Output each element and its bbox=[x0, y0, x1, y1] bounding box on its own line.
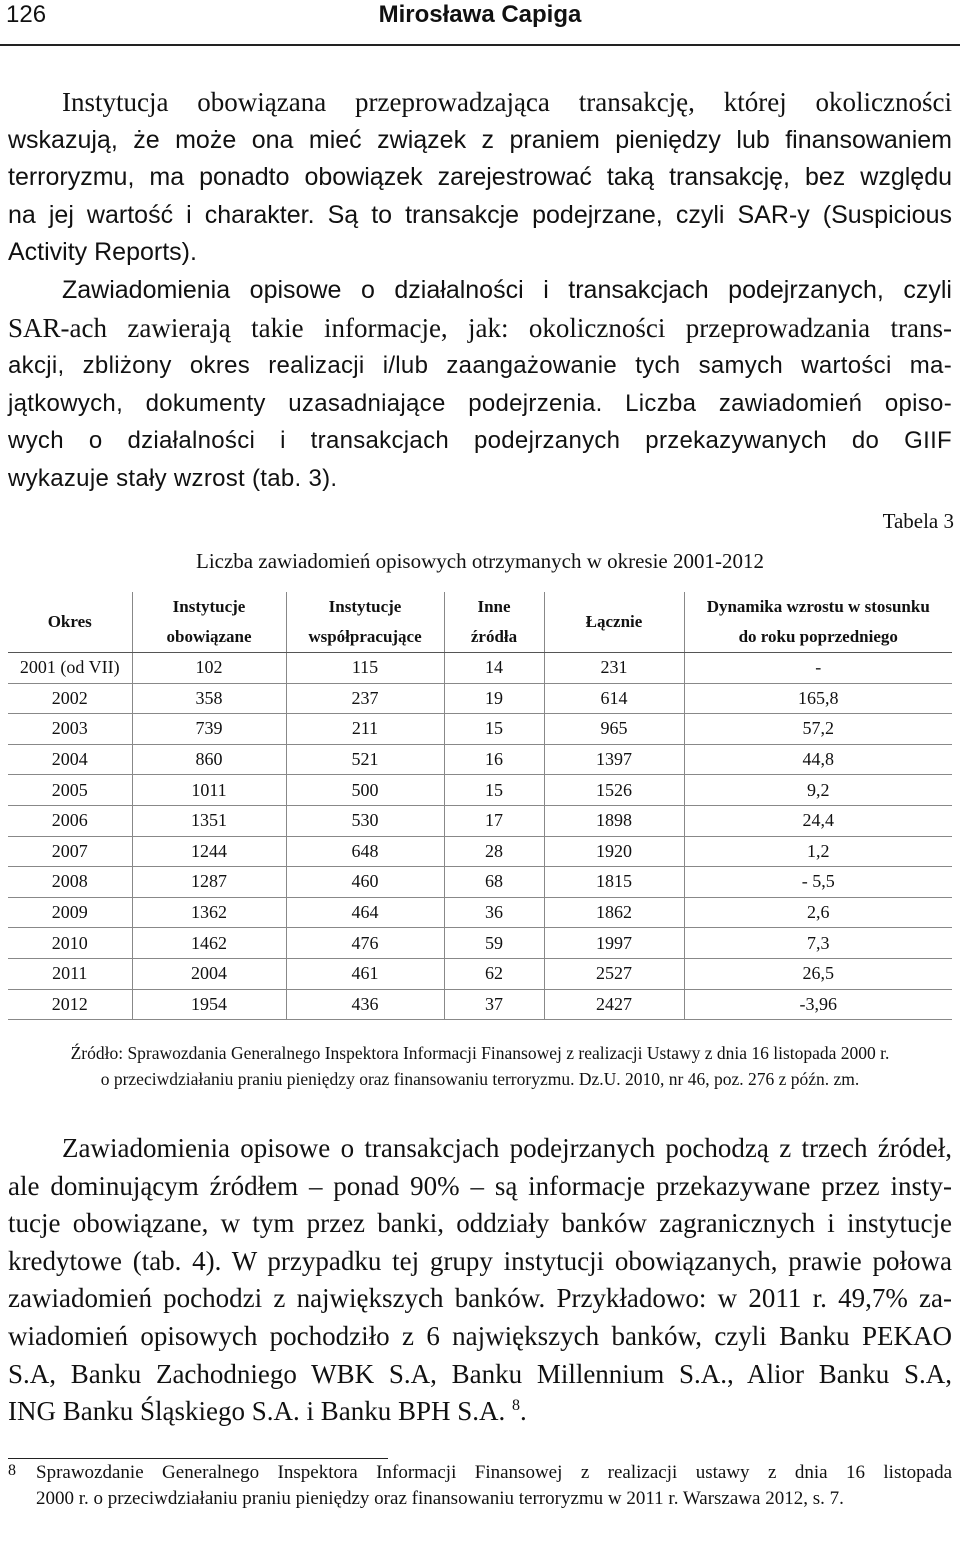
table-cell: 17 bbox=[444, 805, 544, 836]
table-cell: 436 bbox=[286, 989, 444, 1020]
table-cell: 1244 bbox=[132, 836, 286, 867]
table-cell: 19 bbox=[444, 683, 544, 714]
footnote-line: 2000 r. o przeciwdziałaniu praniu pieniędzy oraz finansowaniu terroryzmu w 2011 r. Warszawa 2012, s. 7. bbox=[36, 1488, 844, 1509]
table-cell: 115 bbox=[286, 653, 444, 684]
running-head-author: Mirosława Capiga bbox=[378, 1, 582, 28]
sentence-end: . bbox=[520, 1396, 527, 1427]
table-cell: 28 bbox=[444, 836, 544, 867]
footnote-divider bbox=[8, 1458, 388, 1459]
table-cell: 59 bbox=[444, 928, 544, 959]
table-source-note bbox=[8, 1040, 952, 1092]
table-label: Tabela 3 bbox=[882, 509, 954, 533]
table-cell: 1526 bbox=[544, 775, 684, 806]
table-cell: 165,8 bbox=[684, 683, 952, 714]
table-cell: 500 bbox=[286, 775, 444, 806]
table-cell: 476 bbox=[286, 928, 444, 959]
text-line: zawiadomień pochodzi z największych banków. Przykładowo: w 2011 r. 49,7% za- bbox=[8, 1283, 952, 1314]
paragraph-2 bbox=[8, 272, 952, 498]
source-line: o przeciwdziałaniu praniu pieniędzy oraz finansowaniu terroryzmu. Dz.U. 2010, nr 46, poz. 276 z późn. zm. bbox=[100, 1069, 860, 1089]
page-header bbox=[0, 0, 960, 46]
table-cell: 57,2 bbox=[684, 714, 952, 745]
table-cell: 16 bbox=[444, 744, 544, 775]
table-cell: 211 bbox=[286, 714, 444, 745]
table-cell: 14 bbox=[444, 653, 544, 684]
text-fragment: ING Banku Śląskiego S.A. i Banku BPH S.A. bbox=[8, 1396, 506, 1427]
table-cell: 2004 bbox=[8, 744, 132, 775]
text-line: Instytucja obowiązana przeprowadzająca transakcję, której okoliczności bbox=[62, 87, 952, 117]
table-cell: 1462 bbox=[132, 928, 286, 959]
table-cell: 464 bbox=[286, 897, 444, 928]
text-line: ale dominującym źródłem – ponad 90% – są informacje przekazywane przez insty- bbox=[8, 1170, 952, 1201]
table-cell: 102 bbox=[132, 653, 286, 684]
footnote-text bbox=[36, 1460, 952, 1512]
table-cell: 1011 bbox=[132, 775, 286, 806]
table-cell: 2003 bbox=[8, 714, 132, 745]
column-header: Inne źródła bbox=[444, 592, 544, 653]
table-cell: 9,2 bbox=[684, 775, 952, 806]
table-cell: 44,8 bbox=[684, 744, 952, 775]
table-row bbox=[8, 775, 952, 806]
table-cell: 15 bbox=[444, 775, 544, 806]
table-cell: 2001 (od VII) bbox=[8, 653, 132, 684]
text-line: jątkowych, dokumenty uzasadniające podejrzenia. Liczba zawiadomień opiso- bbox=[8, 389, 952, 417]
table-cell: 37 bbox=[444, 989, 544, 1020]
table-cell: 965 bbox=[544, 714, 684, 745]
text-line: wiadomień opisowych pochodziło z 6 największych banków, czyli Banku PEKAO bbox=[8, 1320, 952, 1351]
text-line: S.A, Banku Zachodniego WBK S.A, Banku Millennium S.A., Alior Banku S.A, bbox=[8, 1358, 952, 1389]
footnote-line: Sprawozdanie Generalnego Inspektora Informacji Finansowej z realizacji ustawy z dnia 16 listopada bbox=[36, 1462, 952, 1483]
table-cell: 648 bbox=[286, 836, 444, 867]
table-row bbox=[8, 805, 952, 836]
text-line: tucje obowiązane, w tym przez banki, oddziały banków zagranicznych i instytucje bbox=[8, 1208, 952, 1239]
table-cell: 68 bbox=[444, 867, 544, 898]
footnote-number: 8 bbox=[8, 1462, 16, 1479]
table-cell: 1815 bbox=[544, 867, 684, 898]
table-row bbox=[8, 714, 952, 745]
table-cell: 2,6 bbox=[684, 897, 952, 928]
table-row bbox=[8, 897, 952, 928]
data-table bbox=[8, 592, 952, 1020]
table-row bbox=[8, 683, 952, 714]
table-cell: 1954 bbox=[132, 989, 286, 1020]
table-cell: 739 bbox=[132, 714, 286, 745]
table-cell: 2004 bbox=[132, 958, 286, 989]
table-cell: 1997 bbox=[544, 928, 684, 959]
table-row bbox=[8, 928, 952, 959]
table-cell: 1920 bbox=[544, 836, 684, 867]
table-cell: 1287 bbox=[132, 867, 286, 898]
text-line: terroryzmu, ma ponadto obowiązek zarejestrować taką transakcję, bez względu bbox=[8, 163, 952, 192]
text-line: Activity Reports). bbox=[8, 238, 197, 267]
table-cell: 460 bbox=[286, 867, 444, 898]
text-line: SAR-ach zawierają takie informacje, jak: okoliczności przeprowadzania trans- bbox=[8, 312, 952, 343]
table-cell: - 5,5 bbox=[684, 867, 952, 898]
table-cell: 26,5 bbox=[684, 958, 952, 989]
table-cell: 2427 bbox=[544, 989, 684, 1020]
table-cell: 2008 bbox=[8, 867, 132, 898]
table-cell: 2005 bbox=[8, 775, 132, 806]
table-cell: - bbox=[684, 653, 952, 684]
text-line: wykazuje stały wzrost (tab. 3). bbox=[8, 464, 338, 492]
table-row bbox=[8, 989, 952, 1020]
text-line: wych o działalności i transakcjach podejrzanych przekazywanych do GIIF bbox=[8, 427, 952, 455]
table-body bbox=[8, 653, 952, 1020]
table-cell: 2012 bbox=[8, 989, 132, 1020]
table-cell: 2002 bbox=[8, 683, 132, 714]
table-row bbox=[8, 653, 952, 684]
paragraph-3 bbox=[8, 1130, 952, 1431]
table-cell: -3,96 bbox=[684, 989, 952, 1020]
table-cell: 860 bbox=[132, 744, 286, 775]
footnote-reference[interactable]: 8 bbox=[512, 1397, 521, 1415]
table-cell: 521 bbox=[286, 744, 444, 775]
table-cell: 1898 bbox=[544, 805, 684, 836]
table-cell: 2010 bbox=[8, 928, 132, 959]
text-line: na jej wartość i charakter. Są to transakcje podejrzane, czyli SAR-y (Suspicious bbox=[8, 200, 952, 229]
table-caption: Liczba zawiadomień opisowych otrzymanych w okresie 2001-2012 bbox=[196, 549, 764, 573]
table-cell: 24,4 bbox=[684, 805, 952, 836]
text-line: Zawiadomienia opisowe o transakcjach podejrzanych pochodzą z trzech źródeł, bbox=[62, 1133, 952, 1163]
source-line: Źródło: Sprawozdania Generalnego Inspektora Informacji Finansowej z realizacji Ustawy z dnia 16 listopada 2000 r. bbox=[70, 1043, 890, 1063]
table-cell: 1362 bbox=[132, 897, 286, 928]
page-number: 126 bbox=[6, 1, 47, 28]
table-row bbox=[8, 867, 952, 898]
column-header: Instytucje obowiązane bbox=[132, 592, 286, 653]
table-row bbox=[8, 958, 952, 989]
table-cell: 7,3 bbox=[684, 928, 952, 959]
table-cell: 1397 bbox=[544, 744, 684, 775]
paragraph-1 bbox=[8, 84, 952, 272]
text-line: wskazują, że może ona mieć związek z praniem pieniędzy lub finansowaniem bbox=[8, 125, 952, 154]
text-line: akcji, zbliżony okres realizacji i/lub zaangażowanie tych samych wartości ma- bbox=[8, 352, 952, 380]
table-cell: 1,2 bbox=[684, 836, 952, 867]
table-cell: 358 bbox=[132, 683, 286, 714]
table-row bbox=[8, 744, 952, 775]
table-cell: 614 bbox=[544, 683, 684, 714]
table-cell: 2527 bbox=[544, 958, 684, 989]
table-cell: 1351 bbox=[132, 805, 286, 836]
text-line: Zawiadomienia opisowe o działalności i transakcjach podejrzanych, czyli bbox=[62, 276, 952, 304]
table-cell: 1862 bbox=[544, 897, 684, 928]
table-cell: 2007 bbox=[8, 836, 132, 867]
table-cell: 237 bbox=[286, 683, 444, 714]
table-cell: 2009 bbox=[8, 897, 132, 928]
table-cell: 461 bbox=[286, 958, 444, 989]
table-row bbox=[8, 836, 952, 867]
text-line bbox=[8, 1393, 952, 1431]
column-header: Okres bbox=[8, 592, 132, 653]
table-header-row bbox=[8, 592, 952, 653]
column-header: Instytucje współpracujące bbox=[286, 592, 444, 653]
column-header: Dynamika wzrostu w stosunku do roku poprzedniego bbox=[684, 592, 952, 653]
table-cell: 62 bbox=[444, 958, 544, 989]
table-cell: 530 bbox=[286, 805, 444, 836]
table-cell: 36 bbox=[444, 897, 544, 928]
column-header: Łącznie bbox=[544, 592, 684, 653]
table-cell: 15 bbox=[444, 714, 544, 745]
table-cell: 2011 bbox=[8, 958, 132, 989]
table-cell: 2006 bbox=[8, 805, 132, 836]
table-cell: 231 bbox=[544, 653, 684, 684]
text-line: kredytowe (tab. 4). W przypadku tej grupy instytucji obowiązanych, prawie połowa bbox=[8, 1245, 952, 1276]
